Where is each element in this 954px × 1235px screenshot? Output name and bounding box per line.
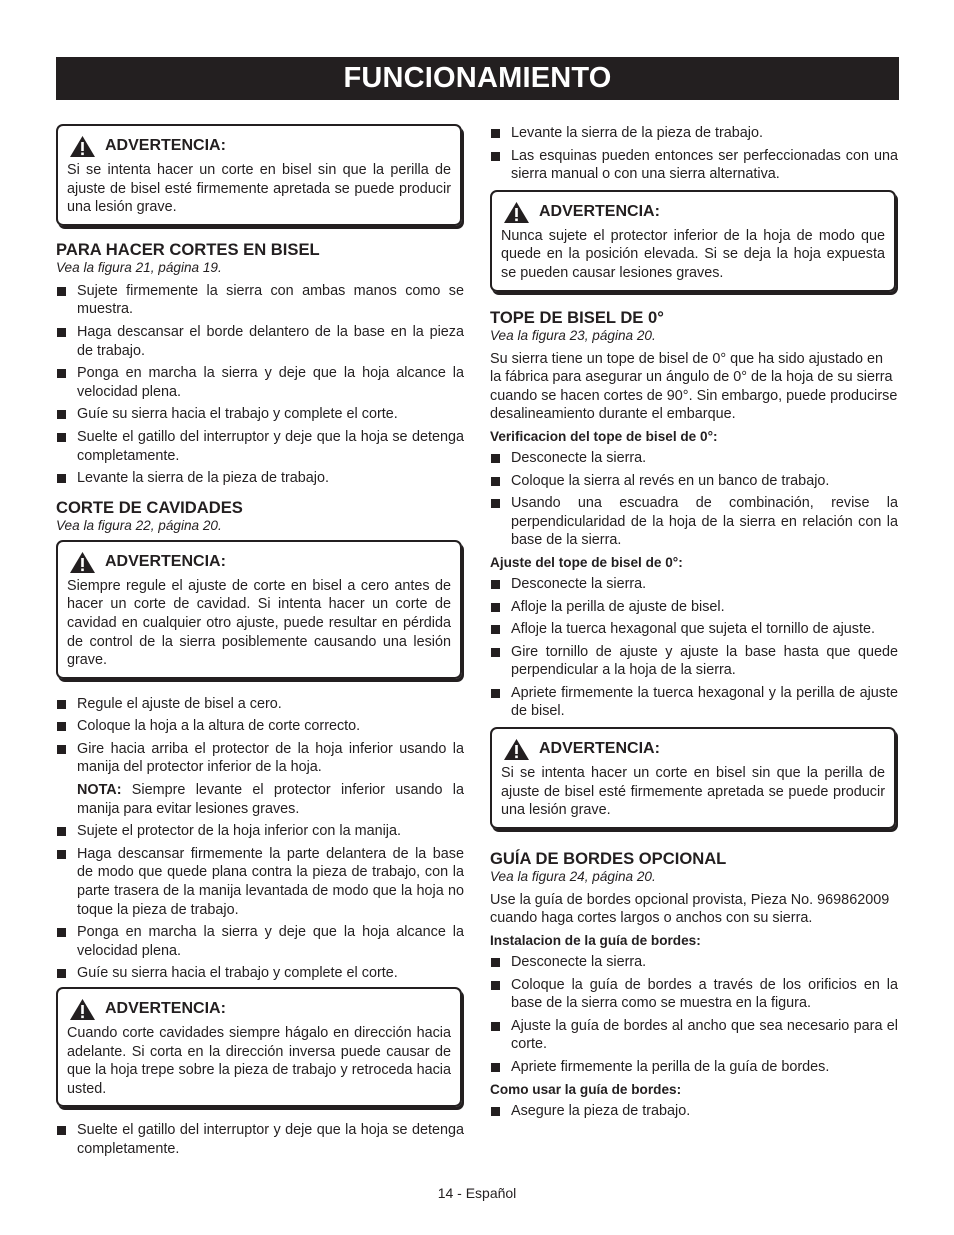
list-item: Usando una escuadra de combinación, revise la perpendicularidad de la hoja de la sierra en relación con la base de la sierra.: [490, 494, 898, 550]
list-item: Suelte el gatillo del interruptor y deje que la hoja se detenga completamente.: [56, 428, 464, 465]
warning-icon: [69, 998, 96, 1021]
list-item: Afloje la perilla de ajuste de bisel.: [490, 598, 898, 617]
bullet-list: [56, 695, 464, 777]
warning-title: ADVERTENCIA:: [105, 137, 226, 155]
list-item: Desconecte la sierra.: [490, 953, 898, 972]
list-item: Coloque la guía de bordes a través de los orificios en la base de la sierra como se muestra en la figura.: [490, 976, 898, 1013]
warning-text: Siempre regule el ajuste de corte en bisel a cero antes de hacer un corte de cavidad. Si intenta hacer un corte de cavidad en cualquier otro ajuste, puede resultar en pérdida de control de la sierra posiblemente causando una lesión grave.: [67, 577, 451, 669]
paragraph: Use la guía de bordes opcional provista, Pieza No. 969862009 cuando haga cortes largos o anchos con su sierra.: [490, 891, 890, 927]
section-title-edge-guide: GUÍA DE BORDES OPCIONAL: [490, 848, 727, 868]
paragraph: Su sierra tiene un tope de bisel de 0° que ha sido ajustado en la fábrica para asegurar un ángulo de 0° de la hoja de su sierra cuando se hacen cortes de 90°. Sin embargo, puede producirse desalineamiento durante el embarque.: [490, 350, 898, 423]
subheading: Como usar la guía de bordes:: [490, 1081, 682, 1097]
warning-title: ADVERTENCIA:: [105, 552, 226, 570]
list-item: Ponga en marcha la sierra y deje que la hoja alcance la velocidad plena.: [56, 364, 464, 401]
bullet-list: [490, 449, 898, 550]
right-column: [490, 124, 898, 1124]
list-item: Guíe su sierra hacia el trabajo y complete el corte.: [56, 964, 464, 983]
list-item: Levante la sierra de la pieza de trabajo.: [56, 469, 464, 488]
subheading: Instalacion de la guía de bordes:: [490, 933, 701, 949]
left-column: [56, 124, 464, 1163]
list-item: Desconecte la sierra.: [490, 575, 898, 594]
bullet-list: [56, 1121, 464, 1158]
bullet-list: [490, 1102, 898, 1121]
note: [56, 781, 464, 818]
section-title-bevel-stop: TOPE DE BISEL DE 0°: [490, 307, 664, 327]
list-item: Ajuste la guía de bordes al ancho que sea necesario para el corte.: [490, 1017, 898, 1054]
bullet-list: [490, 953, 898, 1077]
warning-box: [56, 540, 462, 679]
page-header: FUNCIONAMIENTO: [56, 57, 899, 100]
figure-ref: Vea la figura 22, página 20.: [56, 517, 222, 533]
warning-icon: [69, 551, 96, 574]
note-label: NOTA:: [77, 782, 122, 799]
figure-ref: Vea la figura 23, página 20.: [490, 327, 656, 343]
warning-box: [490, 727, 896, 829]
list-item: Las esquinas pueden entonces ser perfeccionadas con una sierra manual o con una sierra alternativa.: [490, 147, 898, 184]
section-title-bevel: PARA HACER CORTES EN BISEL: [56, 239, 320, 259]
list-item: Levante la sierra de la pieza de trabajo.: [490, 124, 898, 143]
list-item: Sujete el protector de la hoja inferior con la manija.: [56, 822, 464, 841]
bullet-list: [490, 575, 898, 721]
list-item: Apriete firmemente la perilla de la guía de bordes.: [490, 1058, 898, 1077]
list-item: Gire hacia arriba el protector de la hoja inferior usando la manija del protector inferior de la hoja.: [56, 740, 464, 777]
warning-text: Nunca sujete el protector inferior de la hoja de modo que quede en la posición elevada. Si se deja la hoja expuesta se pueden causar lesiones graves.: [501, 227, 885, 281]
figure-ref: Vea la figura 21, página 19.: [56, 259, 222, 275]
warning-box: [56, 124, 462, 226]
list-item: Haga descansar firmemente la parte delantera de la base de modo que quede plana contra la pieza de trabajo, con la parte trasera de la manija levantada de modo que la hoja no toque la pieza de trabajo.: [56, 845, 464, 919]
list-item: Guíe su sierra hacia el trabajo y complete el corte.: [56, 405, 464, 424]
warning-text: Cuando corte cavidades siempre hágalo en dirección hacia adelante. Si corta en la dirección inversa puede causar de que la hoja trepe sobre la pieza de trabajo y retroceda hacia usted.: [67, 1025, 451, 1097]
warning-title: ADVERTENCIA:: [105, 1000, 226, 1018]
warning-box: [56, 987, 462, 1107]
list-item: Sujete firmemente la sierra con ambas manos como se muestra.: [56, 282, 464, 319]
list-item: Suelte el gatillo del interruptor y deje que la hoja se detenga completamente.: [56, 1121, 464, 1158]
list-item: Coloque la sierra al revés en un banco de trabajo.: [490, 472, 898, 491]
warning-title: ADVERTENCIA:: [539, 202, 660, 220]
bullet-list: [490, 124, 898, 184]
list-item: Ponga en marcha la sierra y deje que la hoja alcance la velocidad plena.: [56, 923, 464, 960]
warning-icon: [503, 738, 530, 761]
list-item: Coloque la hoja a la altura de corte correcto.: [56, 717, 464, 736]
warning-icon: [69, 135, 96, 158]
figure-ref: Vea la figura 24, página 20.: [490, 868, 656, 884]
warning-title: ADVERTENCIA:: [539, 740, 660, 758]
warning-text: Si se intenta hacer un corte en bisel sin que la perilla de ajuste de bisel esté firmemente apretada se puede producir una lesión grave.: [67, 162, 451, 216]
list-item: Regule el ajuste de bisel a cero.: [56, 695, 464, 714]
list-item: Apriete firmemente la tuerca hexagonal y la perilla de ajuste de bisel.: [490, 684, 898, 721]
bullet-list: [56, 282, 464, 488]
warning-text: Si se intenta hacer un corte en bisel sin que la perilla de ajuste de bisel esté firmemente apretada se puede producir una lesión grave.: [501, 765, 885, 819]
list-item: Asegure la pieza de trabajo.: [490, 1102, 898, 1121]
section-title-cavity: CORTE DE CAVIDADES: [56, 497, 243, 517]
list-item: Afloje la tuerca hexagonal que sujeta el tornillo de ajuste.: [490, 620, 898, 639]
note-text: Siempre levante el protector inferior usando la manija para evitar lesiones graves.: [77, 782, 464, 817]
subheading: Ajuste del tope de bisel de 0°:: [490, 554, 683, 570]
list-item: Haga descansar el borde delantero de la base en la pieza de trabajo.: [56, 323, 464, 360]
subheading: Verificacion del tope de bisel de 0°:: [490, 428, 718, 444]
warning-icon: [503, 201, 530, 224]
bullet-list: [56, 822, 464, 983]
page-number: 14 - Español: [437, 1185, 517, 1201]
list-item: Desconecte la sierra.: [490, 449, 898, 468]
list-item: Gire tornillo de ajuste y ajuste la base hasta que quede perpendicular a la hoja de la sierra.: [490, 643, 898, 680]
warning-box: [490, 190, 896, 292]
